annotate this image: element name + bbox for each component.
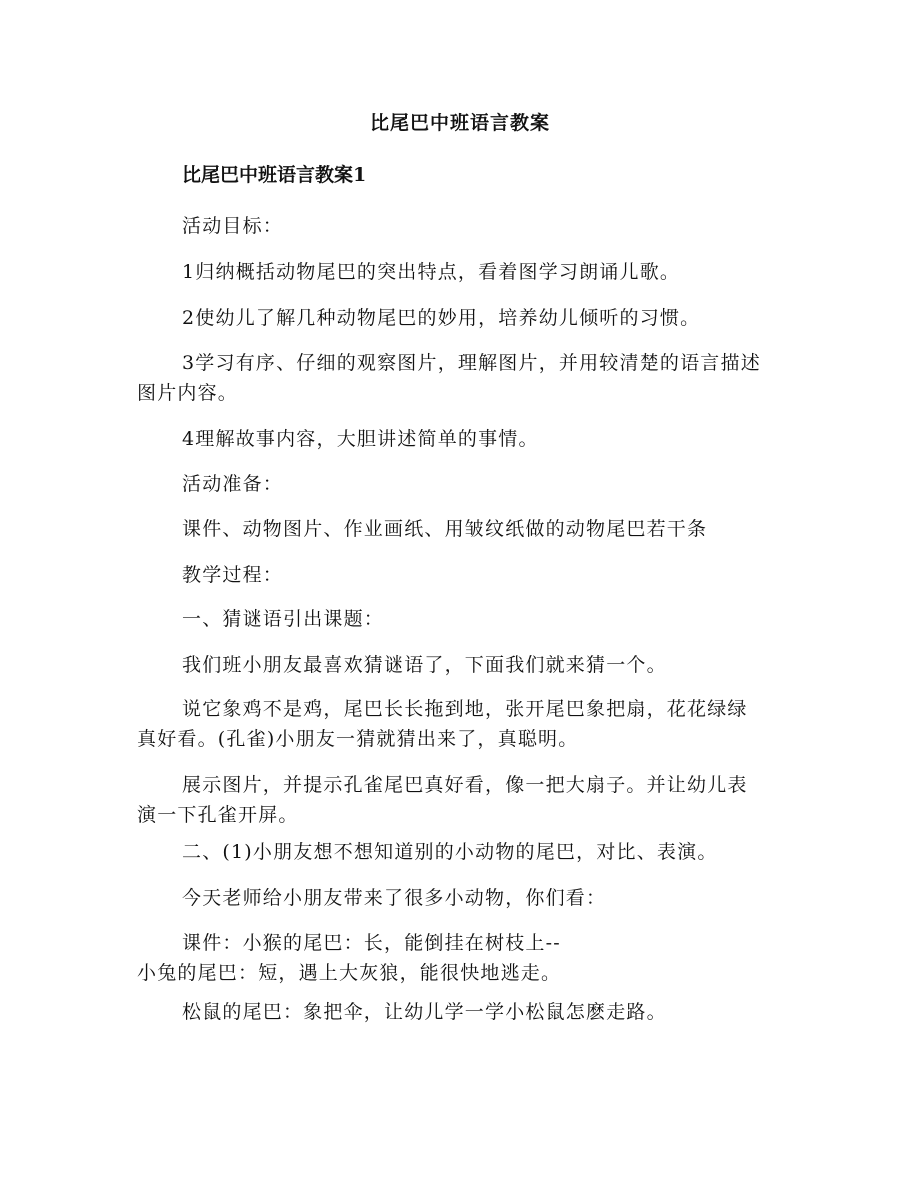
paragraph-peacock: 展示图片，并提示孔雀尾巴真好看，像一把大扇子。并让幼儿表 演一下孔雀开屏。 bbox=[137, 774, 748, 826]
paragraph-animals-intro: 今天老师给小朋友带来了很多小动物，你们看： bbox=[182, 887, 607, 909]
paragraph-goal-label: 活动目标： bbox=[182, 215, 284, 237]
paragraph-riddle-intro: 我们班小朋友最喜欢猜谜语了，下面我们就来猜一个。 bbox=[182, 654, 667, 676]
paragraph-squirrel: 松鼠的尾巴：象把伞，让幼儿学一学小松鼠怎麽走路。 bbox=[182, 1001, 667, 1023]
paragraph-goal-4: 4理解故事内容，大胆讲述简单的事情。 bbox=[182, 428, 539, 450]
paragraph-riddle: 说它象鸡不是鸡，尾巴长长拖到地，张开尾巴象把扇，花花绿绿 真好看。(孔雀)小朋友一猜就猜出来了，真聪明。 bbox=[137, 698, 748, 750]
paragraph-goal-2: 2使幼儿了解几种动物尾巴的妙用，培养幼儿倾听的习惯。 bbox=[182, 307, 701, 329]
paragraph-goal-1: 1归纳概括动物尾巴的突出特点，看着图学习朗诵儿歌。 bbox=[182, 261, 681, 283]
paragraph-step-2-title: 二、(1)小朋友想不想知道别的小动物的尾巴，对比、表演。 bbox=[182, 841, 718, 863]
paragraph-prep-materials: 课件、动物图片、作业画纸、用皱纹纸做的动物尾巴若干条 bbox=[182, 518, 708, 540]
paragraph-goal-3: 3学习有序、仔细的观察图片，理解图片，并用较清楚的语言描述 图片内容。 bbox=[137, 352, 761, 404]
paragraph-monkey-rabbit: 课件：小猴的尾巴：长，能倒挂在树枝上-- 小兔的尾巴：短，遇上大灰狼，能很快地逃走。 bbox=[137, 932, 562, 984]
paragraph-step-1-title: 一、猜谜语引出课题： bbox=[182, 608, 385, 630]
paragraph-prep-label: 活动准备： bbox=[182, 473, 284, 495]
paragraph-process-label: 教学过程： bbox=[182, 564, 284, 586]
section-heading: 比尾巴中班语言教案1 bbox=[182, 164, 367, 186]
document-title: 比尾巴中班语言教案 bbox=[369, 112, 550, 134]
